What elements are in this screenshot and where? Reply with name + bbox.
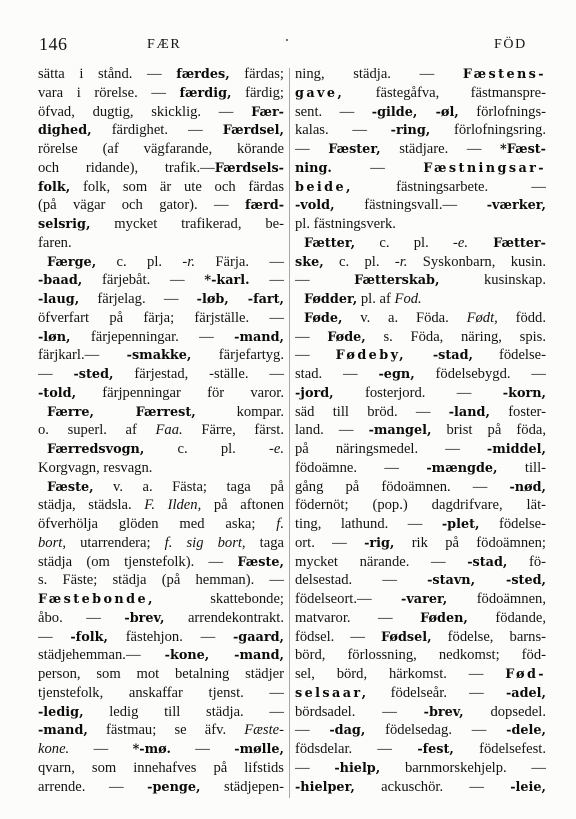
gloss-text: Syskonbarn, kusin. [407,253,546,270]
left-column-line [38,759,284,778]
headword: Færdsels- [214,160,284,176]
headword: -folk, [70,629,108,645]
italic-text: -r. [394,253,408,270]
right-column-line [295,553,546,572]
headword: Færdsel, [222,123,284,139]
gloss-text: taga [245,534,284,551]
gloss-text: färjebåt. — [82,272,205,289]
right-column-line [295,196,546,215]
gloss-text: födelse, barns- [431,628,546,645]
left-column-line [38,253,284,272]
headword: -adel, [505,685,546,701]
headword: -dag, [329,723,366,739]
left-column-line [38,403,284,422]
left-column-line [38,215,284,234]
left-column-line [38,84,284,103]
headword: -hielper, [295,779,355,795]
right-column-line [295,421,546,440]
right-column-line [295,121,546,140]
gloss-text: födande, [467,609,546,626]
spaced-headword: gave, [295,85,345,101]
gloss-text: — [249,272,284,289]
right-column-line [295,778,546,797]
headword: -plet, [441,517,480,532]
guide-word-last: FÖD [494,37,527,52]
headword: -middel, [486,442,546,457]
left-column-line [38,328,284,347]
headword: -sted, [73,367,114,382]
gloss-text: (på vägar och gator). — [38,197,246,214]
left-column-line [38,421,284,440]
gloss-text: — [69,741,133,757]
headword: -leie, [510,779,546,795]
left-column-line [38,65,284,84]
headword: -fest, [417,742,454,757]
right-column-line [295,703,546,722]
gloss-text: förlofningsring. [430,122,546,139]
gloss-text: åbo. — [38,609,125,626]
gloss-text: kusinskap. [439,272,546,289]
right-column [295,65,546,796]
right-column-line [295,515,546,534]
right-column-line [295,140,546,159]
headword: -korn, [502,385,546,401]
gloss-text: färjelag. — [79,291,197,307]
gloss-text: — [295,347,336,364]
gloss-text: färjkarl.— [38,347,127,364]
gloss-text: v. a. Fästa; taga på [93,478,284,495]
italic-text: -e. [269,441,284,457]
gloss-text: städjepen- [200,778,284,795]
gloss-text: — [295,722,330,739]
gloss-text: s. Föda, näring, spis. [365,328,546,345]
right-column-line [295,103,546,122]
left-column-line [38,365,284,384]
column-divider [289,68,290,798]
gloss-text: på näringsmedel. — [295,441,487,457]
gloss-text: mycket trafikerad, be- [90,216,284,232]
left-column-line [38,646,284,665]
gloss-text: bördsadel. — [295,703,424,720]
spaced-headword: beide, [295,179,353,195]
right-column-line [295,590,546,609]
gloss-text: öfvad, dugtig, skicklig. — [38,103,252,120]
right-column-line [295,215,546,234]
headword: -rig, [364,535,395,551]
left-column-line [38,721,284,740]
gloss-text: c. pl. [323,253,395,270]
gloss-text: folk, som är ute och färdas [70,178,284,195]
left-column-line [38,103,284,122]
right-column-line [295,609,546,628]
headword: -gaard, [233,629,284,645]
gloss-text: städja (om tjenstefolk). — [38,553,238,570]
headword: Føden, [420,610,468,626]
gloss-text: Färre, färst. [182,422,284,439]
headword: ske, [295,254,324,270]
left-column-line [38,140,284,159]
headword: *Fæst- [500,142,546,157]
gloss-text: fästningsarbete. — [352,178,546,195]
left-column-line [38,440,284,459]
italic-text: Fod. [394,291,422,307]
gloss-text: — [295,141,329,157]
gloss-text: födernöt; (pop.) dagdrifvare, lät- [295,497,546,514]
gloss-text: c. pl. [355,234,454,251]
right-column-line [295,440,546,459]
left-column-line [38,346,284,365]
gloss-text: öfverhölja glöden med aska; [38,516,277,532]
right-column-line [295,178,546,197]
gloss-text: förlofnings- [458,103,546,120]
gloss-text: skattebonde; [154,591,284,607]
gloss-text: land. — [295,422,369,439]
headword: -dele, [506,723,546,739]
headword: -mand, [234,329,284,345]
headword: -baad, [38,273,83,289]
right-column-line [295,478,546,497]
headword: Fætter, [304,235,356,251]
page-number: 146 [39,34,68,54]
gloss-text: fö- [507,553,546,570]
gloss-text: fästehjon. — [107,628,233,645]
gloss-text: född. [497,309,546,326]
gloss-text: rik på födoämnen; [394,534,546,551]
headword: færdes, [176,67,230,82]
headword: -mølle, [234,742,284,757]
gloss-text: delsestad. — [295,572,428,589]
gloss-text: v. a. Föda. [342,309,467,326]
gloss-text: färjefartyg. [191,347,284,364]
gloss-text: börd, förlossning, nedkomst; föd- [295,647,546,664]
headword: Fødsel, [381,629,432,645]
left-column-line [38,178,284,197]
italic-text: Faa. [155,422,183,439]
left-column-line [38,384,284,403]
headword: -nød, [509,479,546,495]
right-column-line [295,290,546,309]
gloss-text: kalas. — [295,122,391,139]
gloss-text: dopsedel. [463,703,546,720]
italic-text: f. sig bort, [164,534,246,551]
right-column-line [295,628,546,647]
guide-word-first: FÆR [147,37,182,52]
gloss-text: födelse- [472,347,546,364]
gloss-text: fosterjord. — [333,384,503,401]
left-column-line [38,309,284,328]
headword: -told, [38,385,77,401]
gloss-text: c. pl. [144,441,269,457]
headword: Færge, [47,254,97,270]
headword: -brev, [124,610,165,626]
gloss-text: städjehemman.— [38,647,165,664]
right-column-line [295,65,546,84]
right-column-line [295,159,546,178]
gloss-text: — [295,328,328,345]
headword: Fæster, [328,142,381,157]
left-column-line [38,290,284,309]
gloss-text: — [295,272,355,289]
print-speck [286,39,288,41]
gloss-text: pl. fästningsverk. [295,216,396,232]
gloss-text: och ridande), trafik.— [38,159,215,176]
gloss-text: arrendekontrakt. [164,609,284,626]
headword: dighed, [38,123,92,139]
gloss-text: arrende. — [38,778,148,795]
left-column-line [38,571,284,590]
headword: -brev, [423,704,464,720]
right-column-line [295,571,546,590]
headword: Føde, [327,329,366,345]
headword: folk, [38,179,71,195]
left-column-line [38,478,284,497]
left-column-line [38,496,284,515]
right-column-line [295,328,546,347]
gloss-text: färjepenningar. — [70,328,235,345]
left-column [38,65,284,796]
spaced-headword: Fæstebonde, [38,592,155,607]
left-column-line [38,665,284,684]
right-column-line [295,403,546,422]
headword: -mængde, [426,460,498,476]
left-column-line [38,778,284,797]
gloss-text: — [331,159,424,176]
italic-text: Fæste- [244,722,284,739]
italic-text: f. [276,516,284,532]
gloss-text: sent. — [295,103,372,120]
left-column-line [38,740,284,759]
gloss-text: ackuschör. — [354,778,511,795]
gloss-text: städjare. — [380,141,501,157]
right-column-line [295,646,546,665]
gloss-text: — [38,366,74,382]
gloss-text: färjpenningar för varor. [76,384,284,401]
headword: -vold, [295,198,335,214]
left-column-line [38,628,284,647]
headword: -jord, [295,385,334,401]
left-column-line [38,196,284,215]
headword: Fæste, [47,479,94,495]
left-column-line [38,121,284,140]
right-column-line [295,759,546,778]
right-column-line [295,346,546,365]
headword: -ring, [390,123,431,139]
headword: Færre, Færrest, [47,404,196,420]
left-column-line [38,459,284,478]
headword: Fæste, [237,554,284,570]
headword: -varer, [401,592,448,607]
gloss-text: städja, städsla. [38,497,145,514]
gloss-text: födelsefest. [453,741,546,757]
right-column-line [295,271,546,290]
gloss-text: fästmau; se äfv. [87,722,245,739]
gloss-text: tjenstefolk, anskaffar tjenst. — [38,684,284,701]
gloss-text: födelse- [479,516,546,532]
headword: Fætter- [468,235,546,251]
right-column-line [295,684,546,703]
right-column-line [295,721,546,740]
gloss-text: fästegåfva, fästmanspre- [344,84,546,101]
gloss-text: s. Fäste; städja (på hemman). — [38,572,284,589]
left-column-line [38,590,284,609]
spaced-headword: Fødeby, [335,348,407,364]
gloss-text: ning, städja. — [295,66,463,82]
headword: Føde, [304,310,343,326]
headword: -mand, [38,723,88,739]
gloss-text: stad. — [295,366,379,382]
gloss-text: rörelse (af vägfarande, körande [38,141,284,157]
gloss-text: utarrendera; [65,534,165,551]
headword: færdig, [179,85,232,101]
gloss-text: ort. — [295,534,365,551]
italic-text: kone. [38,741,70,757]
gloss-text: födelseort.— [295,591,402,607]
left-column-line [38,609,284,628]
italic-text: -e. [453,234,469,251]
right-column-line [295,84,546,103]
spaced-headword: selsaar, [295,685,369,701]
headword: -værker, [486,198,546,214]
headword: færd- [245,198,284,214]
left-column-line [38,684,284,703]
headword: -løn, [38,329,71,345]
gloss-text: qvarn, som innehafves på lifstids [38,759,284,776]
gloss-text: födelsebygd. — [414,366,546,382]
gloss-text: färdas; [229,66,284,82]
headword: *-mø. [132,742,171,757]
right-column-line [295,665,546,684]
left-column-line [38,534,284,553]
headword: Fær- [251,104,284,120]
left-column-line [38,515,284,534]
gloss-text: säd till bröd. — [295,403,449,420]
headword: -gilde, -øl, [371,104,459,120]
left-column-line [38,553,284,572]
headword: -hielp, [334,760,381,776]
italic-text: bort, [38,534,66,551]
gloss-text: på aftonen [201,497,284,514]
headword: -smakke, [126,348,192,364]
gloss-text: brist på föda, [431,422,546,439]
left-column-line [38,234,284,253]
right-column-line [295,496,546,515]
headword: Fætterskab, [354,273,440,289]
headword: -stavn, -sted, [427,573,546,589]
italic-text: F. Ilden, [144,497,202,514]
headword: -laug, [38,292,80,307]
gloss-text: person, som mot betalning städjer [38,666,284,682]
gloss-text: — [295,759,335,776]
gloss-text: färdig; [231,84,284,101]
gloss-text: födsel. — [295,628,382,645]
right-column-line [295,740,546,759]
gloss-text: födsdelar. — [295,741,418,757]
gloss-text: till- [497,459,546,476]
headword: -ledig, [38,704,84,720]
gloss-text: födelsedag. — [365,722,507,739]
spaced-headword: Fæstningsar- [423,160,546,176]
headword: -stad, [467,554,508,570]
gloss-text: barnmorskehjelp. — [380,759,546,776]
right-column-line [295,234,546,253]
headword: -penge, [147,779,201,795]
headword: -egn, [378,367,415,382]
gloss-text: faren. [38,234,72,251]
gloss-text: ledig till städja. — [83,703,284,720]
gloss-text: — [38,628,71,645]
headword: selsrig, [38,217,91,232]
gloss-text: öfverfart på färja; färjställe. — [38,309,284,326]
right-column-line [295,459,546,478]
gloss-text: ting, lathund. — [295,516,442,532]
spaced-headword: Fæstens- [462,67,546,82]
gloss-text: sel, börd, härkomst. — [295,666,506,682]
left-column-line [38,271,284,290]
gloss-text: färdighet. — [91,122,223,139]
headword: -land, [448,404,490,420]
gloss-text: fästningsvall.— [334,197,487,214]
gloss-text: — [170,741,235,757]
gloss-text: färjestad, -ställe. — [113,366,284,382]
right-column-line [295,365,546,384]
headword: ning. [295,160,332,176]
headword: Fødder, [304,292,358,307]
gloss-text: Korgvagn, resvagn. [38,459,153,476]
gloss-text: födoämnen, [447,591,546,607]
left-column-line [38,159,284,178]
right-column-line [295,309,546,328]
headword: -mangel, [368,423,432,439]
headword: *-karl. [204,273,250,289]
gloss-text: sätta i stånd. — [38,66,177,82]
gloss-text: kompar. [195,403,284,420]
right-column-line [295,253,546,272]
gloss-text: o. superl. af [38,422,156,439]
spaced-headword: Fød- [505,667,546,682]
headword: -løb, -fart, [196,292,284,307]
gloss-text: pl. af [357,291,395,307]
gloss-text: foster- [489,403,546,420]
headword: -stad, [406,348,473,364]
gloss-text: matvaror. — [295,609,421,626]
italic-text: Født, [466,309,498,326]
gloss-text: vara i rörelse. — [38,84,180,101]
gloss-text: födoämne. — [295,459,427,476]
gloss-text: gång på födoämnen. — [295,478,510,495]
italic-text: -r. [182,253,195,270]
gloss-text: födelseår. — [368,684,506,701]
gloss-text: c. pl. [96,253,183,270]
gloss-text: Färja. — [195,253,284,270]
right-column-line [295,534,546,553]
headword: Færredsvogn, [47,442,145,457]
right-column-line [295,384,546,403]
headword: -kone, -mand, [164,648,284,664]
left-column-line [38,703,284,722]
gloss-text: mycket närande. — [295,553,468,570]
